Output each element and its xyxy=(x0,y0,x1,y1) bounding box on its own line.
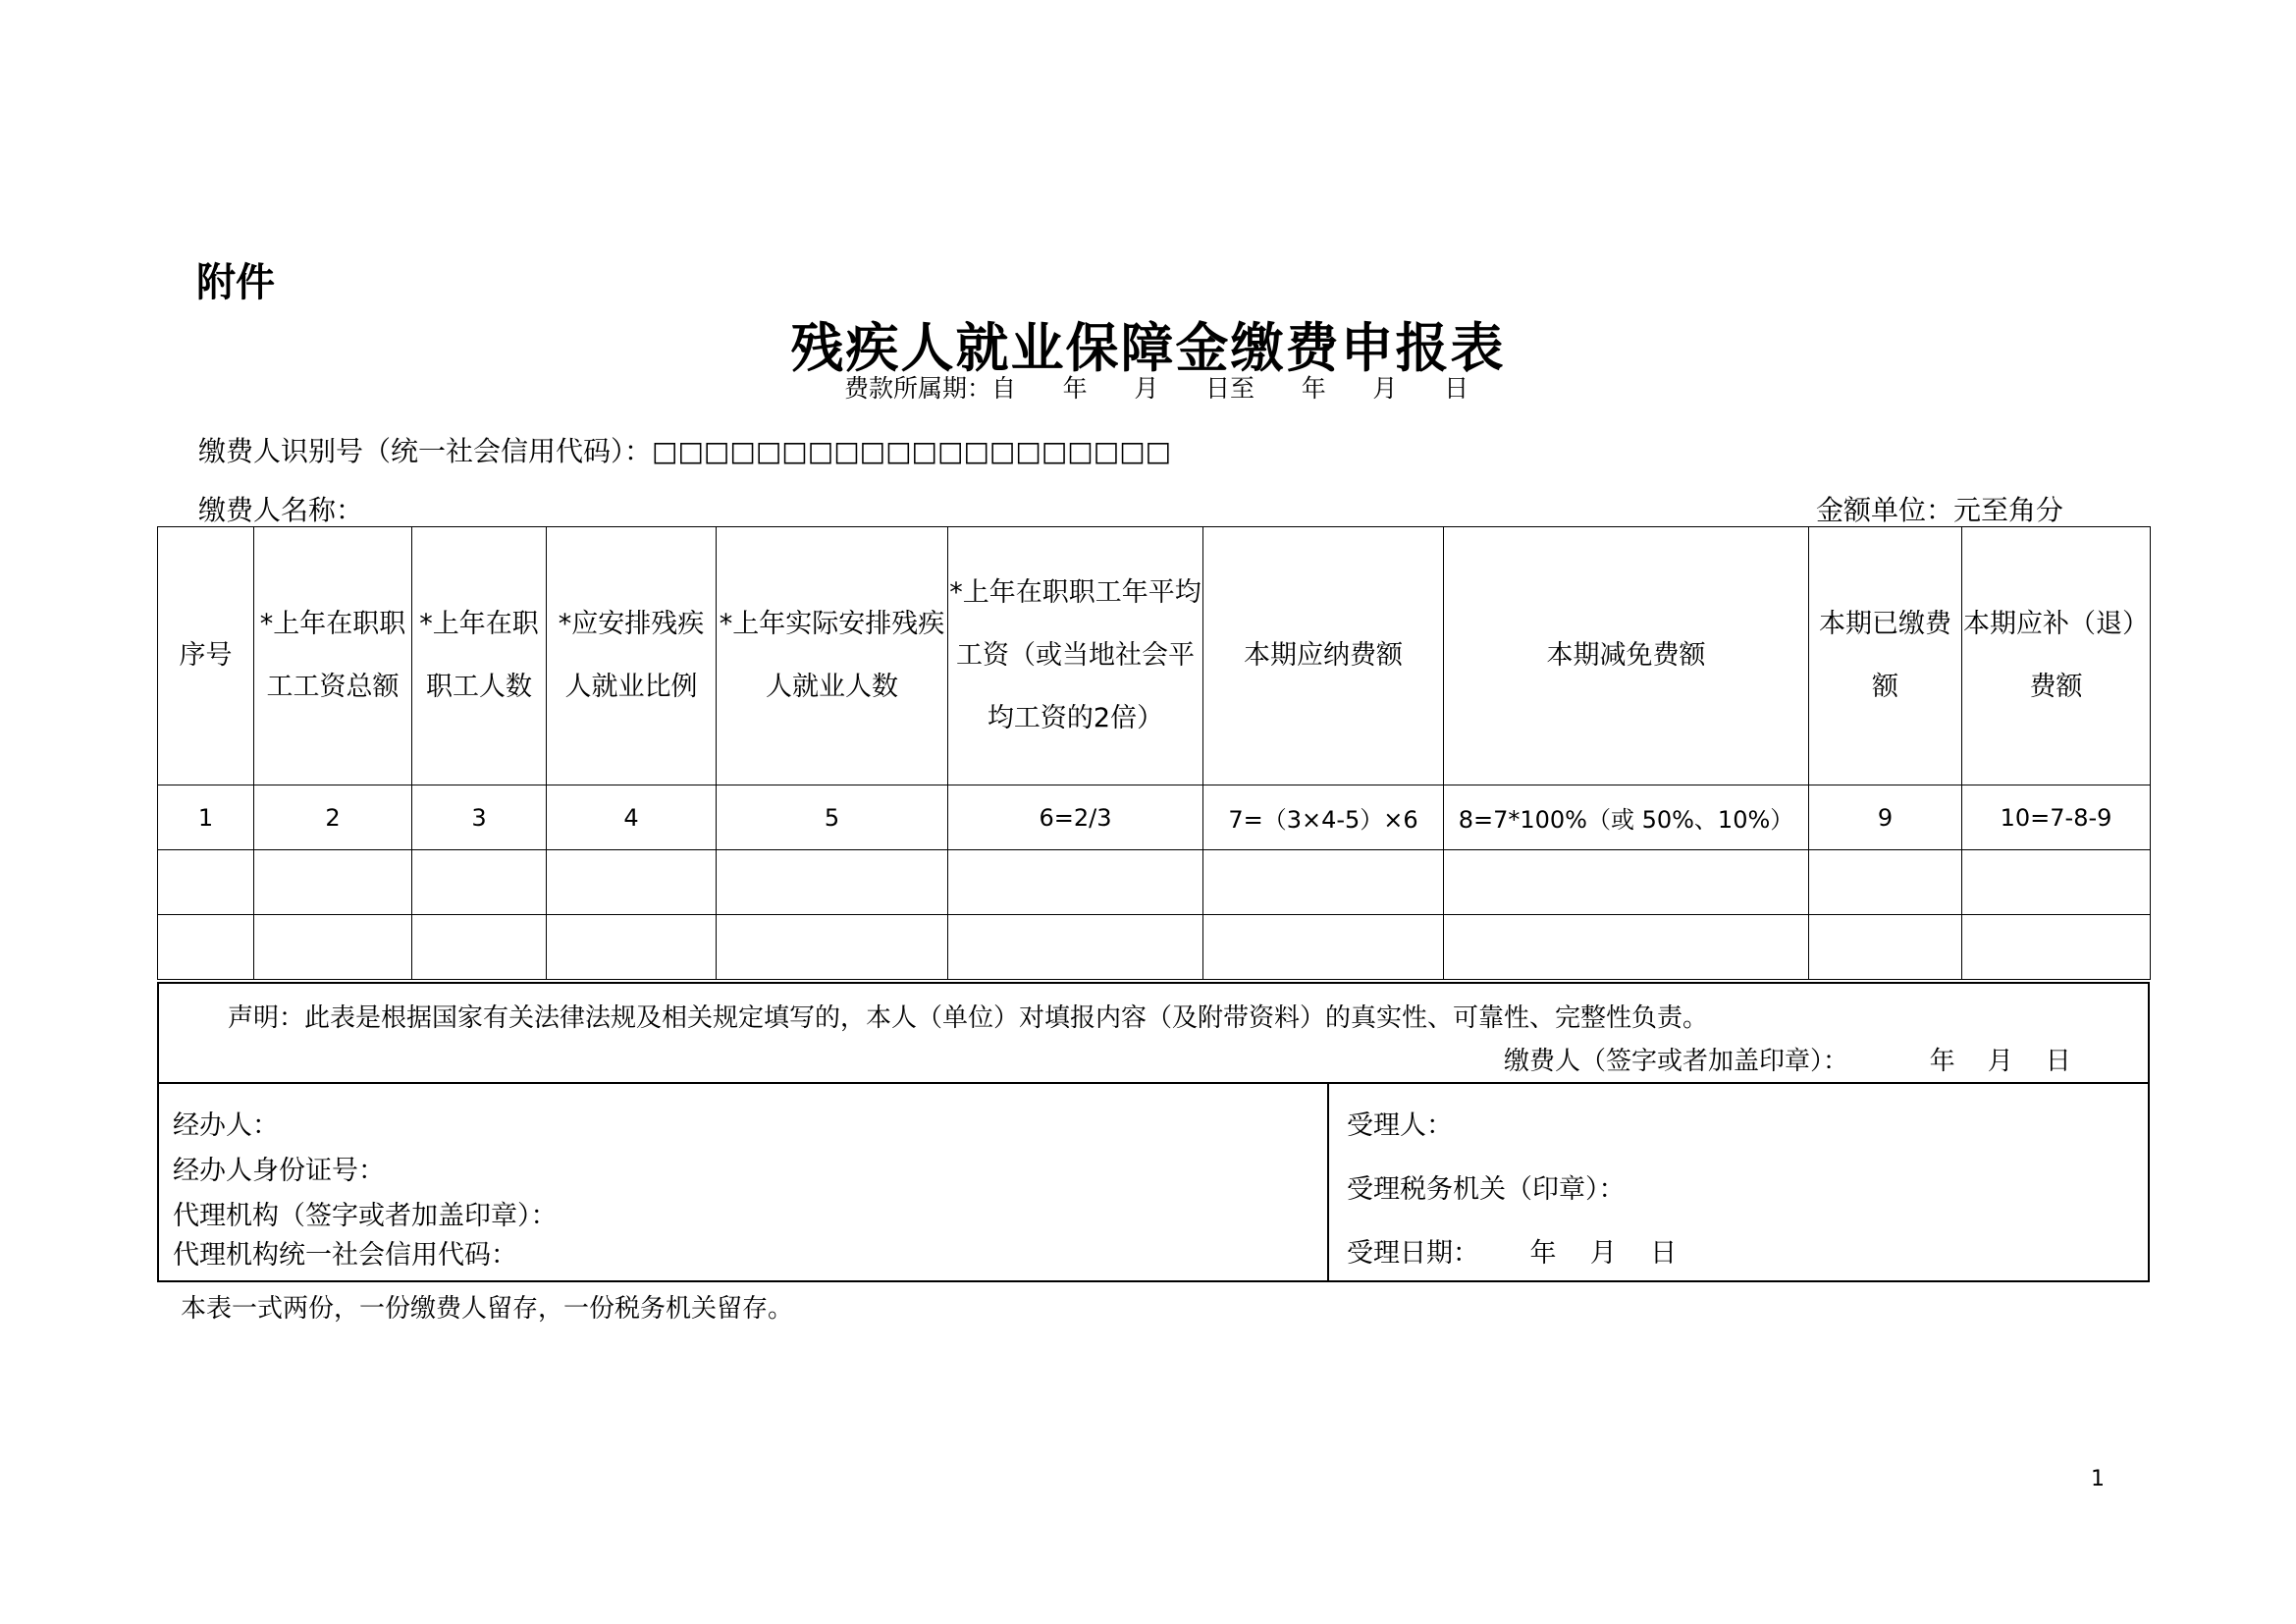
input-cell[interactable] xyxy=(412,850,547,915)
attachment-label: 附件 xyxy=(196,260,275,305)
agent-field[interactable]: 经办人： xyxy=(173,1110,279,1141)
input-cell[interactable] xyxy=(717,915,948,980)
header-row xyxy=(158,527,2151,785)
form-title: 残疾人就业保障金缴费申报表 xyxy=(790,317,1506,379)
input-cell[interactable] xyxy=(1444,915,1809,980)
input-cell[interactable] xyxy=(254,915,412,980)
tax-office-field[interactable]: 受理税务机关（印章）： xyxy=(1347,1174,1626,1205)
formula-cell: 8=7*100%（或 50%、10%） xyxy=(1444,785,1809,850)
formula-cell: 5 xyxy=(717,785,948,850)
header-cell: 本期已缴费额 xyxy=(1809,527,1962,785)
formula-cell: 1 xyxy=(158,785,254,850)
column-divider xyxy=(1327,1084,1329,1280)
header-cell: 本期应纳费额 xyxy=(1203,527,1444,785)
receiver-field[interactable]: 受理人： xyxy=(1347,1110,1453,1141)
input-cell[interactable] xyxy=(1962,915,2151,980)
page-number: 1 xyxy=(2091,1467,2105,1491)
input-cell[interactable] xyxy=(1809,915,1962,980)
declaration-text: 声明：此表是根据国家有关法律法规及相关规定填写的，本人（单位）对填报内容（及附带资料）的真实性、可靠性、完整性负责。 xyxy=(228,1003,1709,1033)
taxpayer-name-label: 缴费人名称： xyxy=(198,494,364,526)
input-cell[interactable] xyxy=(547,915,717,980)
formula-cell: 9 xyxy=(1809,785,1962,850)
input-cell[interactable] xyxy=(1203,915,1444,980)
input-cell[interactable] xyxy=(1962,850,2151,915)
input-cell[interactable] xyxy=(254,850,412,915)
input-cell[interactable] xyxy=(948,915,1203,980)
input-cell[interactable] xyxy=(1444,850,1809,915)
header-cell: 序号 xyxy=(158,527,254,785)
agency-seal-field[interactable]: 代理机构（签字或者加盖印章）： xyxy=(173,1201,558,1231)
table-row xyxy=(158,915,2151,980)
payer-signature-line[interactable]: 缴费人（签字或者加盖印章）： 年 月 日 xyxy=(1504,1047,2071,1076)
header-cell: *上年在职职工人数 xyxy=(412,527,547,785)
input-cell[interactable] xyxy=(717,850,948,915)
footer-note: 本表一式两份，一份缴费人留存，一份税务机关留存。 xyxy=(181,1294,794,1324)
amount-unit-label: 金额单位：元至角分 xyxy=(1816,494,2064,526)
formula-cell: 7=（3×4-5）×6 xyxy=(1203,785,1444,850)
header-cell: 本期减免费额 xyxy=(1444,527,1809,785)
processing-box xyxy=(157,1082,2150,1282)
header-cell: *应安排残疾人就业比例 xyxy=(547,527,717,785)
input-cell[interactable] xyxy=(948,850,1203,915)
declaration-table xyxy=(157,526,2151,980)
agency-credit-code-field[interactable]: 代理机构统一社会信用代码： xyxy=(173,1240,517,1271)
header-cell: *上年在职职工工资总额 xyxy=(254,527,412,785)
taxpayer-id-label: 缴费人识别号（统一社会信用代码）：□□□□□□□□□□□□□□□□□□□□ xyxy=(198,435,1172,467)
declaration-box xyxy=(157,982,2150,1084)
formula-cell: 4 xyxy=(547,785,717,850)
receipt-date-field[interactable]: 受理日期： 年 月 日 xyxy=(1347,1238,1678,1269)
header-cell: *上年实际安排残疾人就业人数 xyxy=(717,527,948,785)
formula-row xyxy=(158,785,2151,850)
agent-id-field[interactable]: 经办人身份证号： xyxy=(173,1156,385,1186)
header-cell: *上年在职职工年平均工资（或当地社会平均工资的2倍） xyxy=(948,527,1203,785)
formula-cell: 6=2/3 xyxy=(948,785,1203,850)
formula-cell: 3 xyxy=(412,785,547,850)
formula-cell: 10=7-8-9 xyxy=(1962,785,2151,850)
input-cell[interactable] xyxy=(412,915,547,980)
formula-cell: 2 xyxy=(254,785,412,850)
table-row xyxy=(158,850,2151,915)
input-cell[interactable] xyxy=(547,850,717,915)
input-cell[interactable] xyxy=(1809,850,1962,915)
fee-period: 费款所属期：自 年 月 日至 年 月 日 xyxy=(844,374,1469,403)
input-cell[interactable] xyxy=(158,915,254,980)
input-cell[interactable] xyxy=(1203,850,1444,915)
input-cell[interactable] xyxy=(158,850,254,915)
header-cell: 本期应补（退）费额 xyxy=(1962,527,2151,785)
